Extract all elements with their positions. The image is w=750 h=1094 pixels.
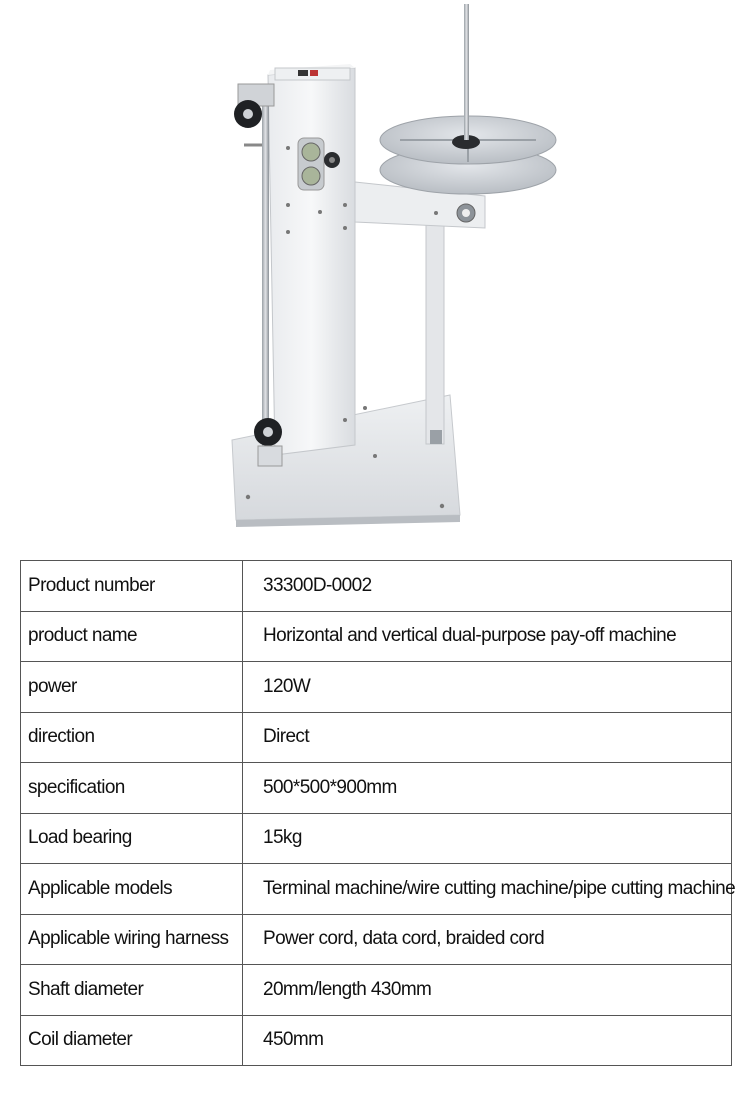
table-row <box>21 914 732 965</box>
spec-label: product name <box>21 611 243 662</box>
vertical-shaft <box>464 4 469 140</box>
spec-value: Power cord, data cord, braided cord <box>243 914 732 965</box>
table-row <box>21 763 732 814</box>
table-row <box>21 864 732 915</box>
main-column <box>268 64 355 455</box>
support-leg <box>426 222 444 444</box>
table-row <box>21 965 732 1016</box>
spec-label: power <box>21 662 243 713</box>
spec-label: direction <box>21 712 243 763</box>
product-photo <box>0 0 750 540</box>
table-row <box>21 813 732 864</box>
spec-table <box>20 560 736 1066</box>
spec-label: Applicable models <box>21 864 243 915</box>
table-row <box>21 662 732 713</box>
spec-value: 33300D-0002 <box>243 561 732 612</box>
spec-label: specification <box>21 763 243 814</box>
table-row <box>21 611 732 662</box>
table-row <box>21 561 732 612</box>
spec-value: 450mm <box>243 1015 732 1066</box>
spec-label: Load bearing <box>21 813 243 864</box>
spec-label: Product number <box>21 561 243 612</box>
spec-label: Applicable wiring harness <box>21 914 243 965</box>
spec-value: 20mm/length 430mm <box>243 965 732 1016</box>
spec-label: Coil diameter <box>21 1015 243 1066</box>
spec-value: Direct <box>243 712 732 763</box>
spec-value: Terminal machine/wire cutting machine/pipe cutting machine <box>243 864 732 915</box>
spec-value: 120W <box>243 662 732 713</box>
table-row <box>21 1015 732 1066</box>
spec-value: Horizontal and vertical dual-purpose pay-off machine <box>243 611 732 662</box>
spec-label: Shaft diameter <box>21 965 243 1016</box>
spec-value: 15kg <box>243 813 732 864</box>
table-row <box>21 712 732 763</box>
spec-value: 500*500*900mm <box>243 763 732 814</box>
guide-rod <box>262 95 269 455</box>
